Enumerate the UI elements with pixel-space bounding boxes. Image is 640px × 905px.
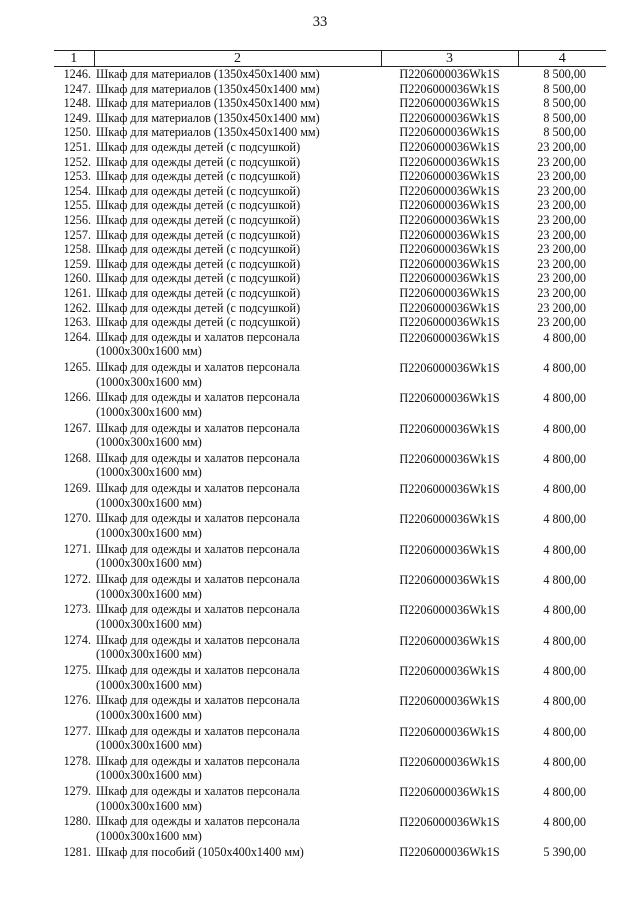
item-dimensions: (1000x300x1600 мм) <box>96 556 202 571</box>
item-name-cell <box>94 140 381 155</box>
table-row <box>54 125 606 140</box>
row-number: 1271. <box>63 541 91 556</box>
item-name-cell <box>94 693 381 723</box>
item-price: 8 500,00 <box>543 125 586 140</box>
row-number: 1260. <box>63 271 91 286</box>
item-price: 4 800,00 <box>543 603 586 618</box>
item-code: П2206000036Wk1S <box>399 360 500 375</box>
row-number: 1251. <box>63 139 91 154</box>
item-name: Шкаф для одежды детей (с подсушкой) <box>96 242 301 257</box>
item-dimensions: (1000x300x1600 мм) <box>96 616 202 631</box>
item-name: Шкаф для одежды и халатов персонала <box>96 662 300 677</box>
table-row <box>54 814 606 844</box>
table-row <box>54 169 606 184</box>
item-price: 23 200,00 <box>537 315 586 330</box>
item-name-cell <box>94 96 381 111</box>
table-row <box>54 663 606 693</box>
row-number: 1252. <box>63 154 91 169</box>
table-row <box>54 242 606 257</box>
item-name-cell <box>94 111 381 126</box>
item-dimensions: (1000x300x1600 мм) <box>96 435 202 450</box>
table-row <box>54 421 606 451</box>
item-code: П2206000036Wk1S <box>399 573 500 588</box>
row-number: 1273. <box>63 602 91 617</box>
item-price: 4 800,00 <box>543 512 586 527</box>
item-code: П2206000036Wk1S <box>399 512 500 527</box>
item-code: П2206000036Wk1S <box>399 815 500 830</box>
item-code: П2206000036Wk1S <box>399 421 500 436</box>
item-name-cell <box>94 155 381 170</box>
row-number: 1278. <box>63 753 91 768</box>
table-row <box>54 184 606 199</box>
table-row <box>54 693 606 723</box>
item-name-cell <box>94 82 381 97</box>
item-dimensions: (1000x300x1600 мм) <box>96 707 202 722</box>
item-name-cell <box>94 67 381 82</box>
row-number: 1272. <box>63 572 91 587</box>
row-number: 1257. <box>63 227 91 242</box>
item-price: 23 200,00 <box>537 271 586 286</box>
item-name-cell <box>94 602 381 632</box>
item-name: Шкаф для одежды и халатов персонала <box>96 511 300 526</box>
item-code: П2206000036Wk1S <box>399 154 500 169</box>
table-row <box>54 96 606 111</box>
table-row <box>54 754 606 784</box>
table-row <box>54 228 606 243</box>
item-name: Шкаф для одежды детей (с подсушкой) <box>96 183 301 198</box>
table-row <box>54 724 606 754</box>
header-col-1: 1 <box>54 51 94 67</box>
table-row <box>54 330 606 360</box>
item-code: П2206000036Wk1S <box>399 633 500 648</box>
item-code: П2206000036Wk1S <box>399 451 500 466</box>
item-dimensions: (1000x300x1600 мм) <box>96 465 202 480</box>
item-code: П2206000036Wk1S <box>399 110 500 125</box>
table-row <box>54 360 606 390</box>
item-price: 8 500,00 <box>543 110 586 125</box>
item-price: 23 200,00 <box>537 256 586 271</box>
row-number: 1266. <box>63 390 91 405</box>
row-number: 1248. <box>63 96 91 111</box>
item-code: П2206000036Wk1S <box>399 271 500 286</box>
item-price: 4 800,00 <box>543 633 586 648</box>
item-price: 8 500,00 <box>543 96 586 111</box>
table-row <box>54 111 606 126</box>
item-name: Шкаф для одежды детей (с подсушкой) <box>96 139 301 154</box>
item-name-cell <box>94 511 381 541</box>
table-row <box>54 271 606 286</box>
item-name: Шкаф для одежды детей (с подсушкой) <box>96 300 301 315</box>
item-price: 4 800,00 <box>543 694 586 709</box>
table-row <box>54 315 606 330</box>
item-name: Шкаф для одежды и халатов персонала <box>96 420 300 435</box>
item-price: 23 200,00 <box>537 285 586 300</box>
item-price: 4 800,00 <box>543 451 586 466</box>
item-price: 4 800,00 <box>543 360 586 375</box>
item-name: Шкаф для одежды и халатов персонала <box>96 481 300 496</box>
item-name: Шкаф для одежды и халатов персонала <box>96 541 300 556</box>
item-code: П2206000036Wk1S <box>399 542 500 557</box>
item-code: П2206000036Wk1S <box>399 256 500 271</box>
item-name-cell <box>94 845 381 860</box>
item-code: П2206000036Wk1S <box>399 183 500 198</box>
table-row <box>54 511 606 541</box>
item-name-cell <box>94 169 381 184</box>
row-number: 1256. <box>63 212 91 227</box>
row-number: 1276. <box>63 693 91 708</box>
header-col-4: 4 <box>518 51 606 67</box>
item-name-cell <box>94 390 381 420</box>
table-row <box>54 257 606 272</box>
row-number: 1255. <box>63 198 91 213</box>
item-price: 4 800,00 <box>543 542 586 557</box>
item-price: 4 800,00 <box>543 754 586 769</box>
item-dimensions: (1000x300x1600 мм) <box>96 677 202 692</box>
item-name: Шкаф для одежды и халатов персонала <box>96 632 300 647</box>
item-dimensions: (1000x300x1600 мм) <box>96 344 202 359</box>
row-number: 1277. <box>63 723 91 738</box>
item-code: П2206000036Wk1S <box>399 391 500 406</box>
item-dimensions: (1000x300x1600 мм) <box>96 768 202 783</box>
item-price: 23 200,00 <box>537 300 586 315</box>
item-price: 4 800,00 <box>543 482 586 497</box>
item-code: П2206000036Wk1S <box>399 482 500 497</box>
item-name-cell <box>94 213 381 228</box>
item-price: 23 200,00 <box>537 227 586 242</box>
item-dimensions: (1000x300x1600 мм) <box>96 829 202 844</box>
row-number: 1265. <box>63 359 91 374</box>
row-number: 1279. <box>63 784 91 799</box>
row-number: 1269. <box>63 481 91 496</box>
item-price: 23 200,00 <box>537 198 586 213</box>
item-code: П2206000036Wk1S <box>399 844 500 859</box>
table-header-row <box>54 51 606 67</box>
item-code: П2206000036Wk1S <box>399 242 500 257</box>
table-body <box>54 67 606 860</box>
item-price: 23 200,00 <box>537 242 586 257</box>
item-name-cell <box>94 542 381 572</box>
row-number: 1254. <box>63 183 91 198</box>
item-name-cell <box>94 301 381 316</box>
item-name-cell <box>94 451 381 481</box>
item-price: 23 200,00 <box>537 154 586 169</box>
row-number: 1281. <box>63 844 91 859</box>
item-name-cell <box>94 286 381 301</box>
item-code: П2206000036Wk1S <box>399 785 500 800</box>
item-name: Шкаф для одежды и халатов персонала <box>96 753 300 768</box>
row-number: 1247. <box>63 81 91 96</box>
item-code: П2206000036Wk1S <box>399 227 500 242</box>
item-name-cell <box>94 242 381 257</box>
table-row <box>54 572 606 602</box>
item-name: Шкаф для пособий (1050x400x1400 мм) <box>96 844 304 859</box>
items-table <box>54 50 606 859</box>
item-dimensions: (1000x300x1600 мм) <box>96 404 202 419</box>
item-name: Шкаф для одежды детей (с подсушкой) <box>96 315 301 330</box>
item-code: П2206000036Wk1S <box>399 663 500 678</box>
table-row <box>54 633 606 663</box>
item-code: П2206000036Wk1S <box>399 285 500 300</box>
item-price: 4 800,00 <box>543 724 586 739</box>
item-name: Шкаф для одежды детей (с подсушкой) <box>96 256 301 271</box>
table-row <box>54 784 606 814</box>
item-name-cell <box>94 481 381 511</box>
item-code: П2206000036Wk1S <box>399 139 500 154</box>
header-col-2: 2 <box>94 51 381 67</box>
item-name: Шкаф для одежды детей (с подсушкой) <box>96 154 301 169</box>
item-code: П2206000036Wk1S <box>399 300 500 315</box>
table-row <box>54 542 606 572</box>
item-price: 4 800,00 <box>543 815 586 830</box>
table-row <box>54 82 606 97</box>
item-code: П2206000036Wk1S <box>399 315 500 330</box>
item-price: 4 800,00 <box>543 663 586 678</box>
item-name: Шкаф для одежды и халатов персонала <box>96 814 300 829</box>
item-name: Шкаф для одежды и халатов персонала <box>96 572 300 587</box>
row-number: 1261. <box>63 285 91 300</box>
row-number: 1246. <box>63 67 91 81</box>
item-code: П2206000036Wk1S <box>399 125 500 140</box>
page-number: 33 <box>312 14 328 30</box>
item-name-cell <box>94 330 381 360</box>
item-code: П2206000036Wk1S <box>399 212 500 227</box>
item-name-cell <box>94 257 381 272</box>
row-number: 1250. <box>63 125 91 140</box>
item-name-cell <box>94 184 381 199</box>
item-dimensions: (1000x300x1600 мм) <box>96 798 202 813</box>
table-row <box>54 140 606 155</box>
item-name: Шкаф для одежды и халатов персонала <box>96 450 300 465</box>
item-name-cell <box>94 228 381 243</box>
item-code: П2206000036Wk1S <box>399 694 500 709</box>
row-number: 1280. <box>63 814 91 829</box>
row-number: 1275. <box>63 662 91 677</box>
item-dimensions: (1000x300x1600 мм) <box>96 647 202 662</box>
item-name-cell <box>94 421 381 451</box>
item-price: 8 500,00 <box>543 81 586 96</box>
item-name: Шкаф для одежды детей (с подсушкой) <box>96 285 301 300</box>
item-name-cell <box>94 315 381 330</box>
item-price: 4 800,00 <box>543 330 586 345</box>
item-price: 23 200,00 <box>537 139 586 154</box>
item-name: Шкаф для одежды детей (с подсушкой) <box>96 198 301 213</box>
item-name-cell <box>94 572 381 602</box>
table-row <box>54 198 606 213</box>
item-code: П2206000036Wk1S <box>399 603 500 618</box>
table-row <box>54 602 606 632</box>
row-number: 1262. <box>63 300 91 315</box>
item-name: Шкаф для материалов (1350x450x1400 мм) <box>96 96 320 111</box>
item-code: П2206000036Wk1S <box>399 198 500 213</box>
table-row <box>54 155 606 170</box>
item-name: Шкаф для одежды детей (с подсушкой) <box>96 227 301 242</box>
item-name: Шкаф для материалов (1350x450x1400 мм) <box>96 110 320 125</box>
item-name: Шкаф для материалов (1350x450x1400 мм) <box>96 81 320 96</box>
item-name: Шкаф для одежды и халатов персонала <box>96 602 300 617</box>
item-dimensions: (1000x300x1600 мм) <box>96 374 202 389</box>
item-name: Шкаф для одежды и халатов персонала <box>96 329 300 344</box>
item-dimensions: (1000x300x1600 мм) <box>96 738 202 753</box>
item-name-cell <box>94 754 381 784</box>
item-code: П2206000036Wk1S <box>399 754 500 769</box>
item-name-cell <box>94 271 381 286</box>
item-name: Шкаф для одежды и халатов персонала <box>96 723 300 738</box>
row-number: 1249. <box>63 110 91 125</box>
row-number: 1270. <box>63 511 91 526</box>
item-name: Шкаф для одежды детей (с подсушкой) <box>96 271 301 286</box>
item-name: Шкаф для одежды детей (с подсушкой) <box>96 169 301 184</box>
row-number: 1274. <box>63 632 91 647</box>
item-name: Шкаф для материалов (1350x450x1400 мм) <box>96 67 320 81</box>
item-price: 4 800,00 <box>543 421 586 436</box>
item-name-cell <box>94 784 381 814</box>
item-code: П2206000036Wk1S <box>399 330 500 345</box>
item-price: 23 200,00 <box>537 169 586 184</box>
item-price: 4 800,00 <box>543 785 586 800</box>
row-number: 1253. <box>63 169 91 184</box>
row-number: 1267. <box>63 420 91 435</box>
item-name-cell <box>94 360 381 390</box>
table-row <box>54 301 606 316</box>
item-name: Шкаф для одежды и халатов персонала <box>96 784 300 799</box>
item-dimensions: (1000x300x1600 мм) <box>96 586 202 601</box>
row-number: 1264. <box>63 329 91 344</box>
row-number: 1258. <box>63 242 91 257</box>
item-name-cell <box>94 814 381 844</box>
item-price: 8 500,00 <box>543 67 586 81</box>
table-row <box>54 286 606 301</box>
item-code: П2206000036Wk1S <box>399 724 500 739</box>
item-price: 23 200,00 <box>537 183 586 198</box>
item-name: Шкаф для материалов (1350x450x1400 мм) <box>96 125 320 140</box>
item-code: П2206000036Wk1S <box>399 169 500 184</box>
item-name-cell <box>94 724 381 754</box>
table-row <box>54 67 606 82</box>
table-row <box>54 481 606 511</box>
item-price: 4 800,00 <box>543 391 586 406</box>
row-number: 1263. <box>63 315 91 330</box>
item-name-cell <box>94 633 381 663</box>
row-number: 1259. <box>63 256 91 271</box>
table-row <box>54 213 606 228</box>
table-row <box>54 390 606 420</box>
item-price: 5 390,00 <box>543 844 586 859</box>
header-col-3: 3 <box>381 51 518 67</box>
row-number: 1268. <box>63 450 91 465</box>
item-name-cell <box>94 198 381 213</box>
item-name: Шкаф для одежды и халатов персонала <box>96 390 300 405</box>
item-name-cell <box>94 663 381 693</box>
item-price: 23 200,00 <box>537 212 586 227</box>
item-dimensions: (1000x300x1600 мм) <box>96 526 202 541</box>
item-dimensions: (1000x300x1600 мм) <box>96 495 202 510</box>
table-row <box>54 451 606 481</box>
item-code: П2206000036Wk1S <box>399 67 500 81</box>
table-row <box>54 845 606 860</box>
item-code: П2206000036Wk1S <box>399 96 500 111</box>
item-name: Шкаф для одежды и халатов персонала <box>96 359 300 374</box>
item-name-cell <box>94 125 381 140</box>
item-price: 4 800,00 <box>543 573 586 588</box>
item-name: Шкаф для одежды и халатов персонала <box>96 693 300 708</box>
item-code: П2206000036Wk1S <box>399 81 500 96</box>
item-name: Шкаф для одежды детей (с подсушкой) <box>96 212 301 227</box>
